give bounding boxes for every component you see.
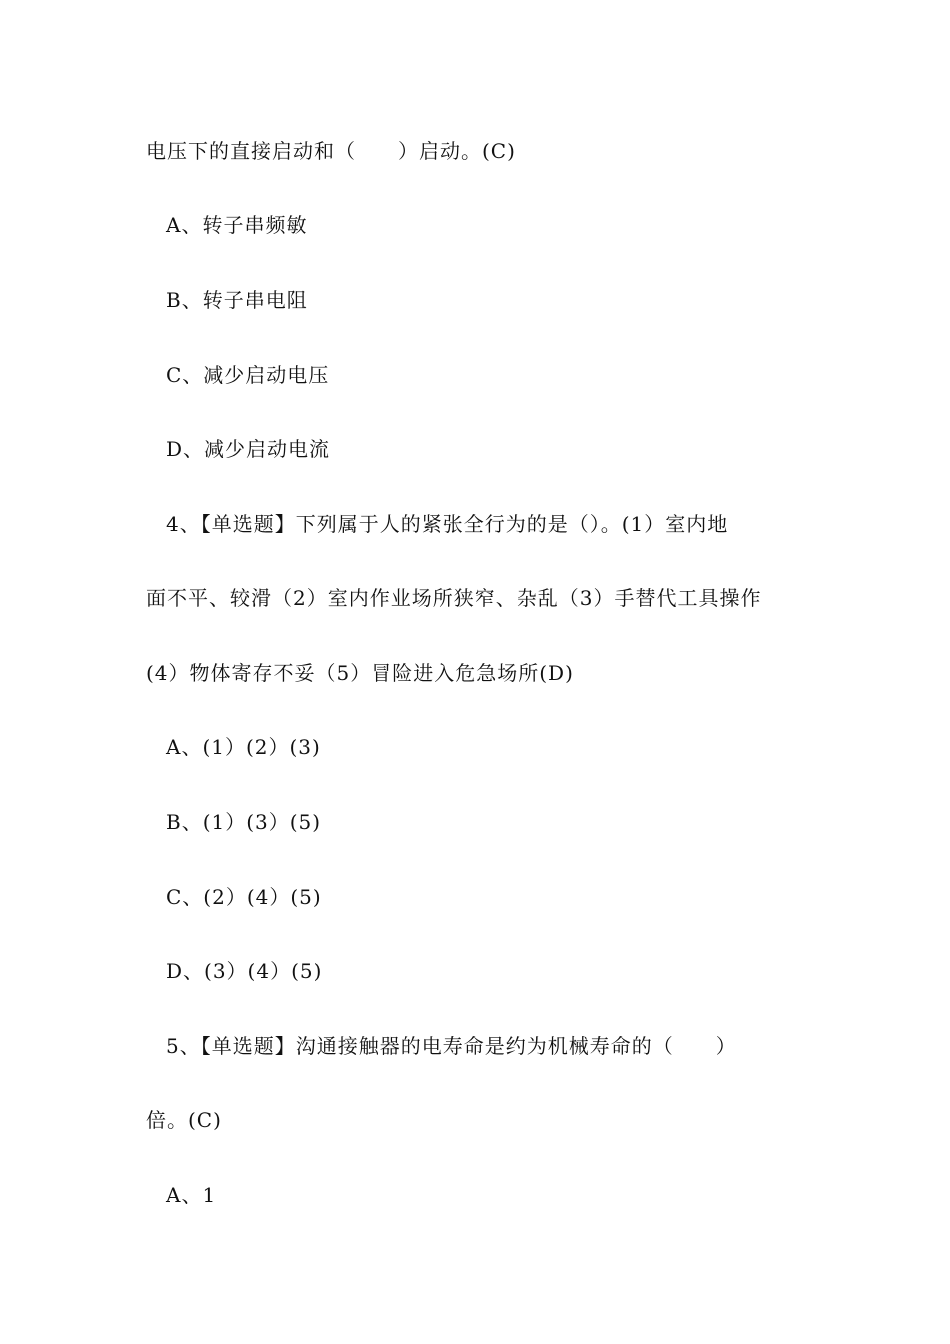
- question-4-stem-line-2: 面不平、较滑（2）室内作业场所狭窄、杂乱（3）手替代工具操作: [146, 586, 762, 610]
- question-5-stem-line-2: 倍。(C): [146, 1108, 222, 1132]
- question-3-option-d: D、减少启动电流: [166, 437, 331, 461]
- question-5-option-a: A、1: [166, 1183, 217, 1207]
- question-3-option-c: C、减少启动电压: [166, 363, 330, 387]
- question-5-stem-line-1: 5、【单选题】沟通接触器的电寿命是约为机械寿命的（ ）: [166, 1034, 737, 1058]
- question-4-option-d: D、(3）(4）(5): [166, 959, 323, 983]
- question-4-option-b: B、(1）(3）(5): [166, 810, 322, 834]
- question-4-option-a: A、(1）(2）(3): [166, 735, 321, 759]
- question-3-stem-continuation: 电压下的直接启动和（ ）启动。(C): [146, 139, 516, 163]
- question-4-stem-line-1: 4、【单选题】下列属于人的紧张全行为的是（）。(1）室内地: [166, 512, 729, 536]
- question-3-option-b: B、转子串电阻: [166, 288, 308, 312]
- question-4-stem-line-3: (4）物体寄存不妥（5）冒险进入危急场所(D): [146, 661, 574, 685]
- question-3-option-a: A、转子串频敏: [166, 213, 308, 237]
- question-4-option-c: C、(2）(4）(5): [166, 885, 322, 909]
